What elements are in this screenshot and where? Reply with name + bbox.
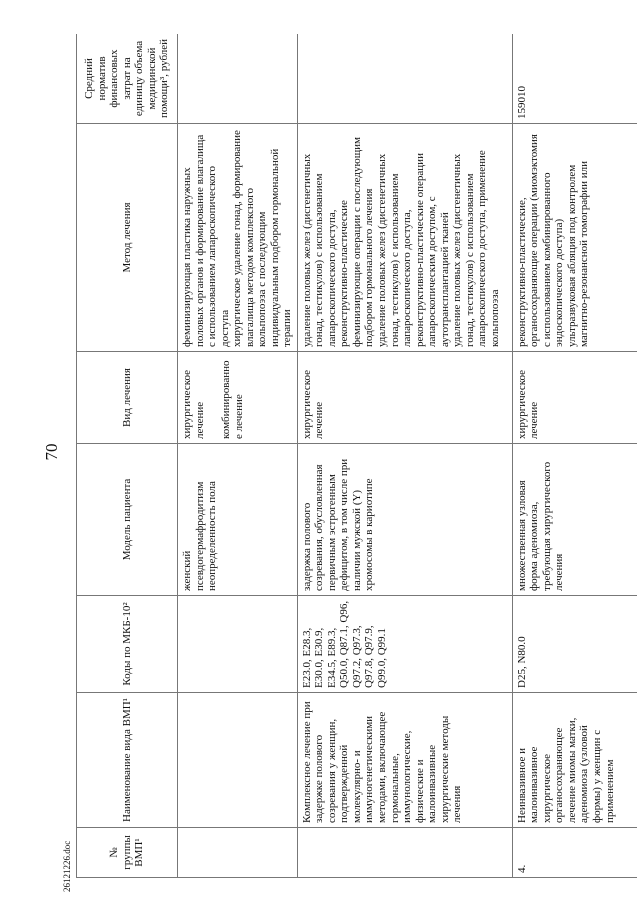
page-number: 70 [42,443,61,461]
cell-cost [297,34,512,124]
cell-method [297,124,512,352]
header-cost: Средний норматив финансовых затрат на единицу объема медицинской помощи³, рублей [77,34,178,124]
cell-treatment-type: хирургическое лечение [297,352,512,444]
cell-group [297,828,512,878]
treatment-type-surgical: хирургическое лечение [181,369,206,439]
header-treatment-type: Вид лечения [77,352,178,444]
table-row-continued [178,34,298,878]
cell-codes [178,596,298,693]
header-group: № группы ВМП¹ [77,828,178,878]
method-item: удаление половых желез (дисгенетичных гонад, тестикулов) с использованием лапароскопического доступа, реконструктивно-пластические операции лапароскопическим доступом, с аутотрансплантацией тканей [375,153,451,347]
table-row-group-4 [512,34,637,878]
cell-codes: D25, N80.0 [512,596,637,693]
method-item: удаление половых желез (дисгенетичных гонад, тестикулов) с использованием лапароскопического доступа, применение кольпопоэза [451,150,501,347]
rotated-table-frame [76,34,637,878]
cell-treatment-type: хирургическое лечение [512,352,637,444]
method-item: ультразвуковая абляция под контролем магнитно-резонансной томографии или [565,161,591,347]
cell-cost: 159010 [512,34,637,124]
cell-method [178,124,298,352]
cell-name: Неинвазивное и малоинвазивное хирургическое органосохраняющее лечение миомы матки, аденомиоза (узловой формы) у женщин с применением [512,693,637,828]
method-item: удаление половых желез (дисгенетичных гонад, тестикулов) с использованием лапароскопического доступа, реконструктивно-пластические феминизирующие операции с последующим подбором гормонального лечения [300,136,376,347]
method-item: феминизирующая пластика наружных половых органов и формирование влагалища с использованием лапароскопического доступа [181,134,231,347]
cell-treatment-type [178,352,298,444]
cell-model: задержка полового созревания, обусловленная первичным эстрогенным дефицитом, в том числе при наличии мужской (Y) хромосомы в кариотипе [297,444,512,596]
cell-group [178,828,298,878]
vmp-table [76,34,637,878]
table-row-delayed-puberty [297,34,512,878]
method-item: реконструктивно-пластические, органосохраняющие операции (миомэктомия с использованием комбинированного эндоскопического доступа) [515,134,566,347]
cell-cost [178,34,298,124]
header-name: Наименование вида ВМП¹ [77,693,178,828]
cell-name: Комплексное лечение при задержке полового созревания у женщин, подтвержденной молекулярно- и иммуногенетическими методами, включающее гормональные, иммунологические, физические и малоинвазивные хирургические методы лечения [297,693,512,828]
document-footer-code: 26121226.doc [62,840,72,892]
cell-codes: E23.0, E28.3, E30.0, E30.9, E34.5, E89.3, Q50.0, Q87.1, Q96, Q97.2, Q97.3, Q97.8, Q97.9, Q99.0, Q99.1 [297,596,512,693]
cell-model: множественная узловая форма аденомиоза, требующая хирургического лечения [512,444,637,596]
header-method: Метод лечения [77,124,178,352]
cell-method [512,124,637,352]
cell-group: 4. [512,828,637,878]
header-codes: Коды по МКБ-10² [77,596,178,693]
rotated-table-wrapper [76,34,637,878]
table-header-row [77,34,178,878]
method-item: хирургическое удаление гонад, формирование влагалища методом комплексного кольпопоэза с последующим индивидуальным подбором гормональной терапии [231,130,294,347]
header-model: Модель пациента [77,444,178,596]
treatment-type-combined: комбинированное лечение [220,360,245,439]
cell-name [178,693,298,828]
cell-model: женский псевдогермафродитизм неопределенность пола [178,444,298,596]
